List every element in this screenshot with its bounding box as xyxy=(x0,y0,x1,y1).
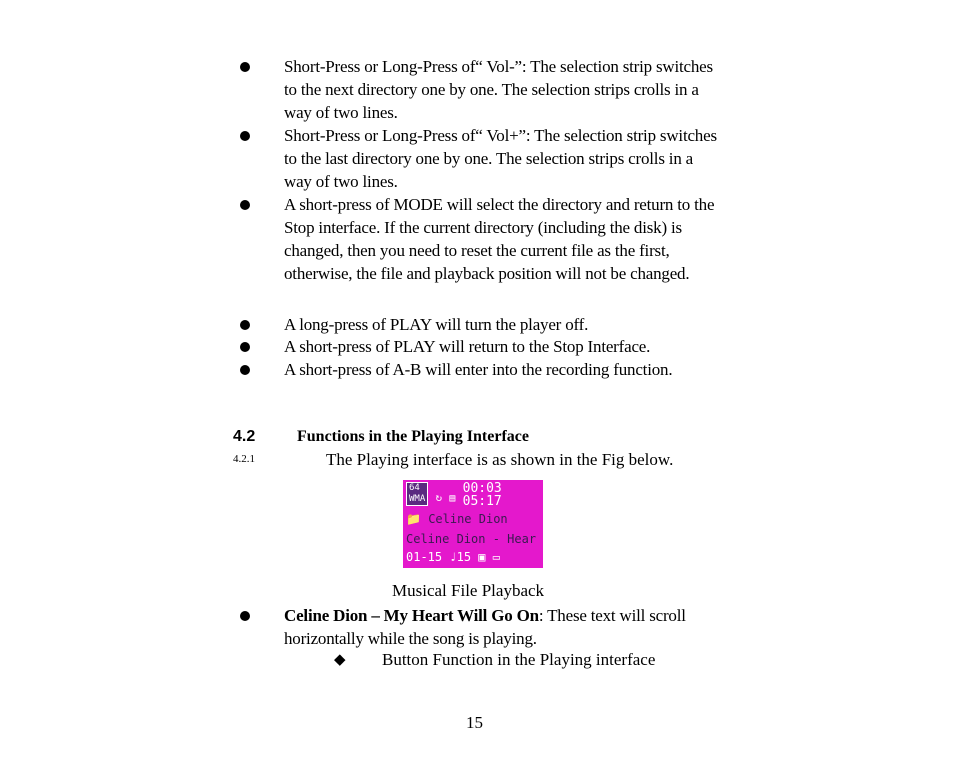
bullet-dot xyxy=(240,200,250,210)
song-title-description: : These text will scroll horizontally while the song is playing. xyxy=(284,606,686,648)
bullet-dot xyxy=(240,131,250,141)
volume-icon: ♩ xyxy=(449,550,457,564)
folder-name: Celine Dion xyxy=(428,512,508,526)
bullet-text-ab: A short-press of A-B will enter into the recording function. xyxy=(284,360,673,379)
screen-row-folder xyxy=(406,512,508,526)
subsection-text: The Playing interface is as shown in the Fig below. xyxy=(326,450,674,469)
section-title: Functions in the Playing Interface xyxy=(297,428,529,445)
bullet-dot xyxy=(240,342,250,352)
diamond-bullet-icon: ◆ xyxy=(334,652,346,668)
page-number: 15 xyxy=(466,713,483,732)
screen-row-status xyxy=(406,482,502,508)
folder-icon: 📁 xyxy=(406,512,421,526)
total-time: 05:17 xyxy=(462,494,502,509)
scroll-title: Celine Dion - Hear xyxy=(406,532,537,546)
bitrate-text: 64 xyxy=(409,483,420,493)
volume-level: 15 xyxy=(456,550,472,564)
bullet-text-scroll xyxy=(284,604,714,650)
elapsed-time: 00:03 xyxy=(462,481,502,496)
sub-bullet-text: Button Function in the Playing interface xyxy=(382,650,656,669)
bullet-text-play-long: A long-press of PLAY will turn the player off. xyxy=(284,315,589,334)
bullet-text-vol-minus: Short-Press or Long-Press of“ Vol-”: The selection strip switches to the next directory one by one. The selection strips crolls in a way of two lines. xyxy=(284,57,713,122)
bullet-text-vol-plus: Short-Press or Long-Press of“ Vol+”: The selection strip switches to the last directory one by one. The selection strips crolls in a way of two lines. xyxy=(284,126,717,191)
bullet-dot xyxy=(240,320,250,330)
lock-icon: ▣ xyxy=(478,550,486,564)
format-text: WMA xyxy=(409,494,426,504)
track-counter: 01-15 xyxy=(406,550,443,564)
format-badge xyxy=(406,482,428,506)
subsection-number: 4.2.1 xyxy=(233,453,255,465)
bullet-dot xyxy=(240,62,250,72)
battery-icon: ▭ xyxy=(492,550,500,564)
figure-caption: Musical File Playback xyxy=(392,581,545,600)
eq-icon: ▤ xyxy=(449,493,456,504)
bullet-text-mode: A short-press of MODE will select the directory and return to the Stop interface. If the current directory (including the disk) is changed, then you need to reset the current file as the first, otherwise, the file and playback position will not be changed. xyxy=(284,195,715,283)
bullet-dot xyxy=(240,611,250,621)
repeat-icon: ↻ xyxy=(435,491,443,504)
section-number: 4.2 xyxy=(233,428,256,445)
song-title-bold: Celine Dion – My Heart Will Go On xyxy=(284,606,539,625)
screen-row-title xyxy=(406,532,536,546)
bullet-text-play-short: A short-press of PLAY will return to the Stop Interface. xyxy=(284,337,651,356)
bullet-dot xyxy=(240,365,250,375)
screen-row-info xyxy=(406,550,500,564)
player-screen-figure xyxy=(403,480,543,568)
